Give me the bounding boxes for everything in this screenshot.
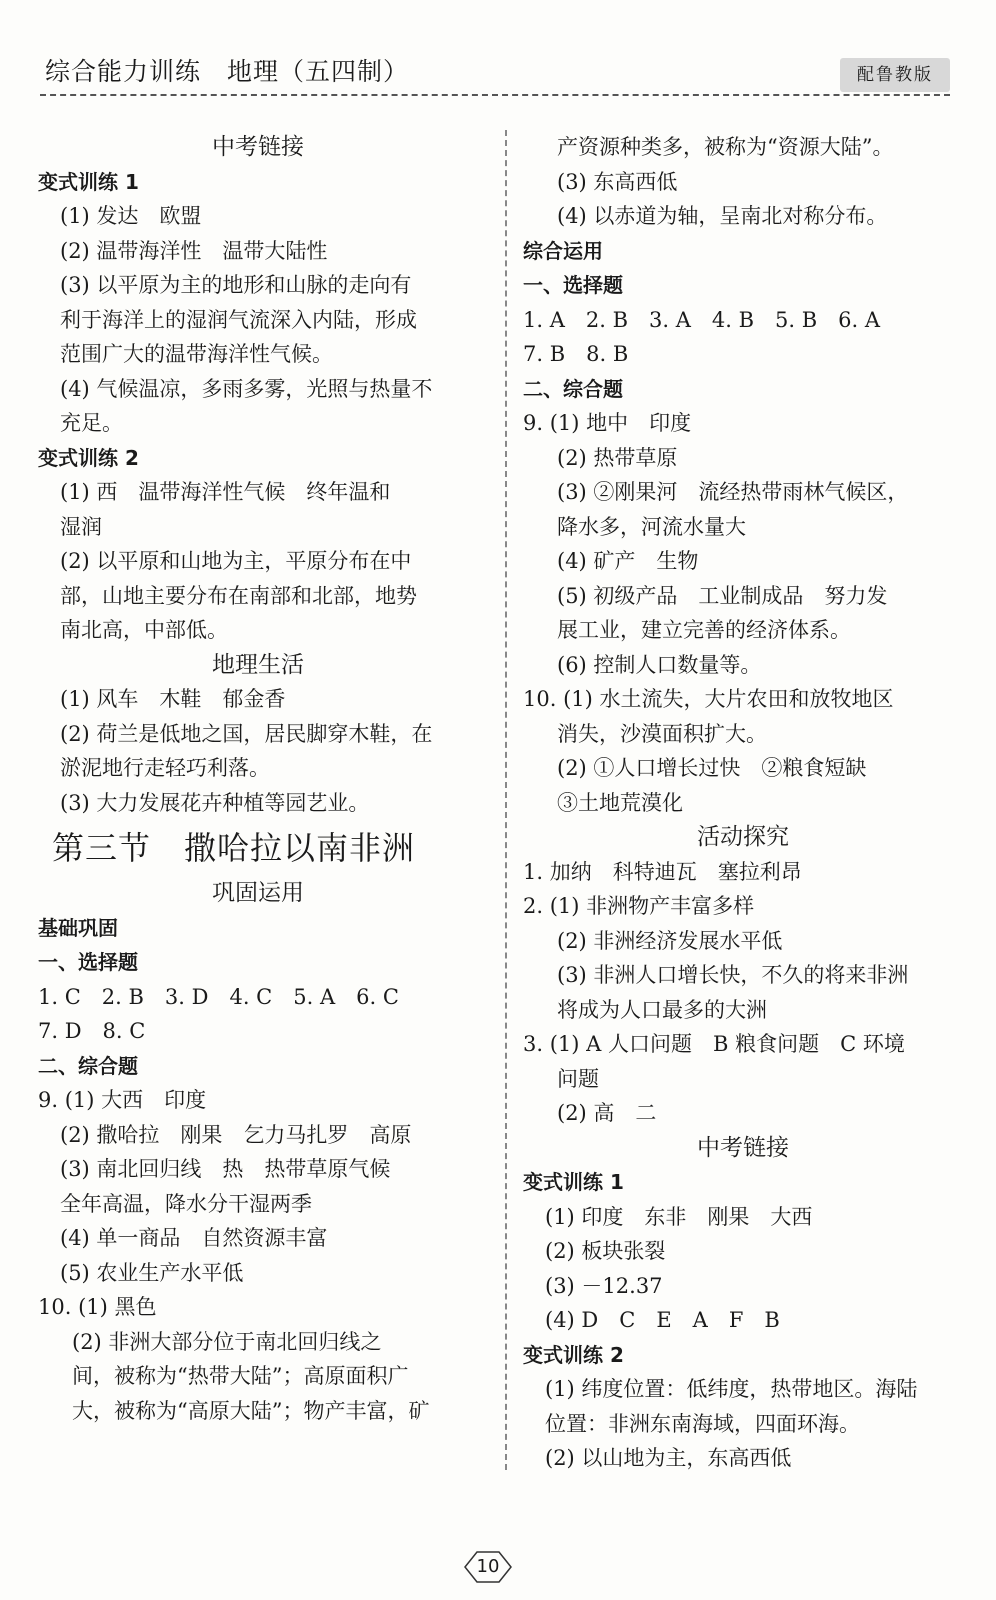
answer-line: (2) 板块张裂 [545, 1239, 666, 1263]
answer-line: 1. C 2. B 3. D 4. C 5. A 6. C [38, 984, 399, 1009]
answer-line: (4) 矿产 生物 [557, 549, 699, 573]
chapter-heading: 第三节 撒哈拉以南非洲 [52, 829, 416, 867]
answer-line: 9. (1) 大西 印度 [38, 1088, 207, 1112]
answer-line: (4) 气候温凉，多雨多雾，光照与热量不 [60, 376, 433, 401]
right-column [523, 130, 963, 1476]
subsection-heading: 综合运用 [523, 238, 603, 263]
edition-badge: 配鲁教版 [840, 58, 950, 92]
answer-line: (3) 东高西低 [557, 169, 678, 194]
answer-line: 产资源种类多，被称为“资源大陆”。 [557, 135, 894, 159]
answer-line: (2) 高 二 [557, 1101, 657, 1125]
page-number: 10 [476, 1556, 500, 1577]
answer-line: 展工业，建立完善的经济体系。 [557, 618, 851, 642]
answer-line: 全年高温，降水分干湿两季 [60, 1191, 312, 1216]
answer-line: (2) 热带草原 [557, 445, 678, 470]
section-heading: 中考链接 [697, 1134, 789, 1161]
answer-line: (6) 控制人口数量等。 [557, 652, 762, 677]
answer-line: (2) ①人口增长过快 ②粮食短缺 [557, 756, 867, 780]
answer-line: 降水多，河流水量大 [557, 514, 746, 539]
answer-line: (3) 南北回归线 热 热带草原气候 [60, 1157, 391, 1181]
answer-line: 部，山地主要分布在南部和北部，地势 [60, 583, 417, 608]
header-divider [40, 94, 950, 96]
subsection-heading: 变式训练 1 [38, 169, 139, 194]
answer-line: (3) ②刚果河 流经热带雨林气候区， [557, 480, 909, 504]
answer-line: (3) 非洲人口增长快，不久的将来非洲 [557, 963, 909, 987]
answer-line: 9. (1) 地中 印度 [523, 411, 692, 435]
answer-line: (3) 以平原为主的地形和山脉的走向有 [60, 273, 412, 297]
left-column [38, 130, 478, 1428]
page-number-badge [463, 1548, 513, 1586]
answer-line: (2) 非洲经济发展水平低 [557, 928, 783, 953]
subsection-heading: 二、综合题 [38, 1053, 138, 1078]
answer-line: (1) 发达 欧盟 [60, 204, 202, 228]
answer-line: 位置：非洲东南海域，四面环海。 [545, 1411, 860, 1436]
section-heading: 中考链接 [212, 134, 304, 160]
answer-line: (4) D C E A F B [545, 1308, 780, 1332]
subsection-heading: 基础巩固 [38, 915, 118, 940]
answer-line: 1. A 2. B 3. A 4. B 5. B 6. A [523, 307, 881, 332]
subsection-heading: 变式训练 2 [523, 1342, 624, 1367]
answer-line: (1) 印度 东非 刚果 大西 [545, 1204, 813, 1229]
answer-line: (4) 单一商品 自然资源丰富 [60, 1226, 328, 1250]
section-heading: 巩固运用 [212, 880, 304, 906]
answer-line: (3) －12.37 [545, 1273, 663, 1298]
answer-line: (1) 纬度位置：低纬度，热带地区。海陆 [545, 1377, 918, 1401]
answer-line: (2) 荷兰是低地之国，居民脚穿木鞋，在 [60, 721, 433, 746]
answer-line: (1) 西 温带海洋性气候 终年温和 [60, 480, 391, 504]
answer-line: (4) 以赤道为轴，呈南北对称分布。 [557, 204, 888, 228]
answer-line: 7. D 8. C [38, 1019, 146, 1043]
answer-line: (1) 风车 木鞋 郁金香 [60, 687, 286, 711]
answer-line: 将成为人口最多的大洲 [557, 997, 767, 1022]
answer-line: 10. (1) 黑色 [38, 1295, 157, 1319]
answer-line: (2) 以山地为主，东高西低 [545, 1446, 792, 1470]
answer-line: 10. (1) 水土流失，大片农田和放牧地区 [523, 687, 894, 711]
answer-line: (2) 温带海洋性 温带大陆性 [60, 238, 328, 263]
answer-line: 间，被称为“热带大陆”；高原面积广 [72, 1364, 409, 1388]
subsection-heading: 二、综合题 [523, 376, 623, 401]
page-header [40, 50, 950, 98]
answer-line: (3) 大力发展花卉种植等园艺业。 [60, 790, 370, 815]
section-heading: 活动探究 [697, 824, 789, 850]
answer-line: 2. (1) 非洲物产丰富多样 [523, 894, 755, 918]
answer-line: 湿润 [60, 514, 102, 539]
subsection-heading: 一、选择题 [523, 273, 623, 297]
answer-line: 南北高，中部低。 [60, 618, 228, 642]
answer-line: (5) 农业生产水平低 [60, 1260, 244, 1285]
answer-line: 淤泥地行走轻巧利落。 [60, 756, 270, 780]
answer-line: 消失，沙漠面积扩大。 [557, 721, 767, 746]
answer-line: 1. 加纳 科特迪瓦 塞拉利昂 [523, 859, 802, 884]
answer-line: 3. (1) A 人口问题 B 粮食问题 C 环境 [523, 1032, 905, 1056]
section-heading: 地理生活 [212, 651, 304, 678]
answer-line: (2) 非洲大部分位于南北回归线之 [72, 1329, 382, 1354]
answer-line: 7. B 8. B [523, 342, 629, 366]
subsection-heading: 变式训练 1 [523, 1170, 624, 1194]
answer-line: (2) 以平原和山地为主，平原分布在中 [60, 549, 412, 573]
answer-line: 问题 [557, 1066, 599, 1091]
answer-line: 大，被称为“高原大陆”；物产丰富，矿 [72, 1398, 430, 1423]
answer-line: (2) 撒哈拉 刚果 乞力马扎罗 高原 [60, 1122, 412, 1147]
subsection-heading: 变式训练 2 [38, 445, 139, 470]
answer-line: 范围广大的温带海洋性气候。 [60, 342, 333, 366]
subsection-heading: 一、选择题 [38, 950, 138, 974]
answer-line: (5) 初级产品 工业制成品 努力发 [557, 583, 888, 608]
answer-line: 利于海洋上的湿润气流深入内陆，形成 [60, 307, 417, 332]
answer-line: 充足。 [60, 411, 123, 435]
book-title: 综合能力训练 地理（五四制） [45, 57, 410, 86]
answer-line: ③土地荒漠化 [557, 790, 683, 815]
column-divider [505, 130, 507, 1470]
